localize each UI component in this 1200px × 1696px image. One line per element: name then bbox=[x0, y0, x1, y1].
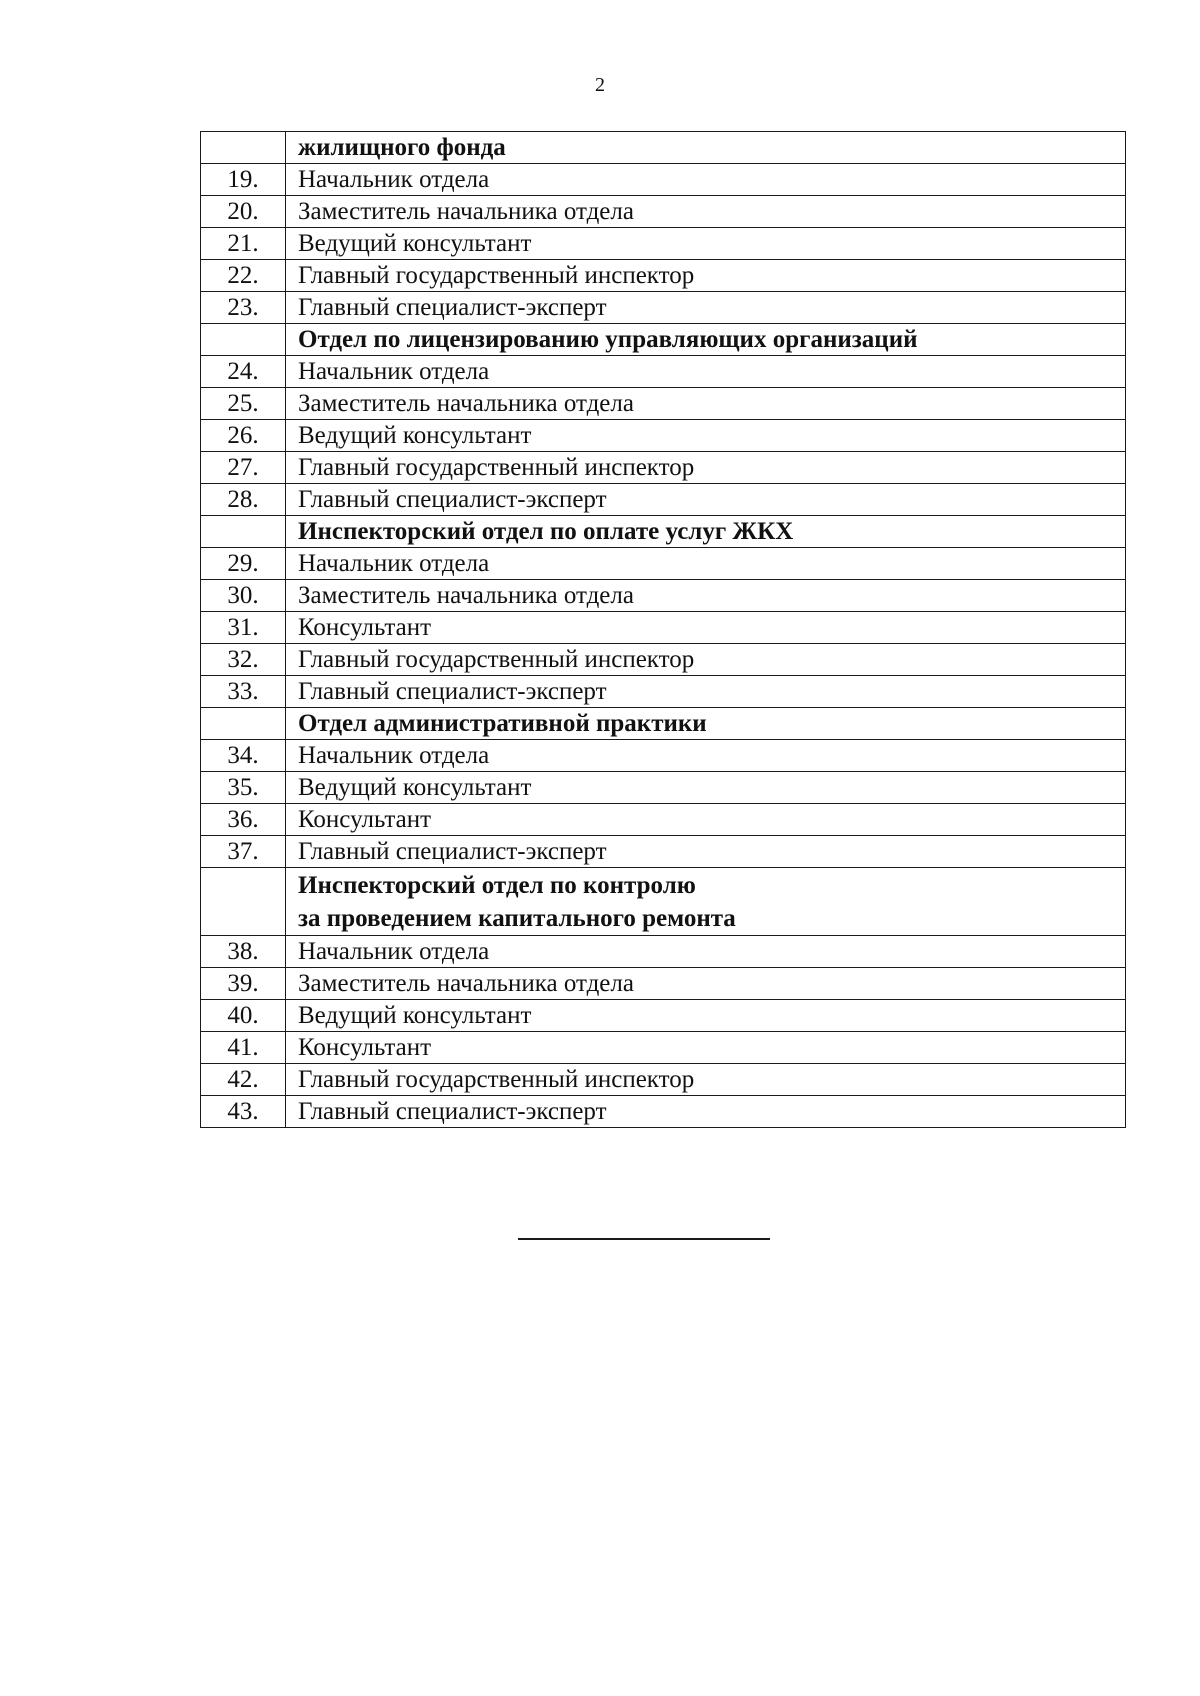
row-number-cell bbox=[201, 132, 286, 164]
position-row bbox=[201, 612, 1126, 644]
department-name-cell bbox=[286, 868, 1126, 936]
position-title-cell: Консультант bbox=[286, 1032, 1126, 1064]
row-number-cell: 25. bbox=[201, 388, 286, 420]
row-number-cell: 21. bbox=[201, 228, 286, 260]
department-header-row bbox=[201, 708, 1126, 740]
position-title-cell: Ведущий консультант bbox=[286, 772, 1126, 804]
position-title-cell: Консультант bbox=[286, 612, 1126, 644]
position-row bbox=[201, 548, 1126, 580]
row-number-cell: 29. bbox=[201, 548, 286, 580]
department-name-line-2: за проведением капитального ремонта bbox=[298, 905, 736, 932]
position-row bbox=[201, 452, 1126, 484]
department-header-row bbox=[201, 868, 1126, 936]
position-row bbox=[201, 1064, 1126, 1096]
row-number-cell bbox=[201, 324, 286, 356]
position-row bbox=[201, 1096, 1126, 1128]
position-row bbox=[201, 580, 1126, 612]
position-row bbox=[201, 1032, 1126, 1064]
row-number-cell: 28. bbox=[201, 484, 286, 516]
position-row bbox=[201, 804, 1126, 836]
department-header-row bbox=[201, 132, 1126, 164]
position-row bbox=[201, 356, 1126, 388]
position-title-cell: Главный государственный инспектор bbox=[286, 452, 1126, 484]
department-name-cell: жилищного фонда bbox=[286, 132, 1126, 164]
position-row bbox=[201, 936, 1126, 968]
position-title-cell: Начальник отдела bbox=[286, 164, 1126, 196]
row-number-cell: 41. bbox=[201, 1032, 286, 1064]
position-row bbox=[201, 740, 1126, 772]
position-title-cell: Ведущий консультант bbox=[286, 1000, 1126, 1032]
position-title-cell: Главный государственный инспектор bbox=[286, 644, 1126, 676]
department-name-cell: Отдел административной практики bbox=[286, 708, 1126, 740]
row-number-cell: 23. bbox=[201, 292, 286, 324]
position-row bbox=[201, 292, 1126, 324]
position-title-cell: Начальник отдела bbox=[286, 936, 1126, 968]
position-title-cell: Главный специалист-эксперт bbox=[286, 836, 1126, 868]
position-row bbox=[201, 968, 1126, 1000]
staff-positions-table bbox=[200, 131, 1126, 1128]
position-row bbox=[201, 164, 1126, 196]
row-number-cell: 22. bbox=[201, 260, 286, 292]
row-number-cell: 38. bbox=[201, 936, 286, 968]
position-title-cell: Начальник отдела bbox=[286, 356, 1126, 388]
position-title-cell: Консультант bbox=[286, 804, 1126, 836]
position-title-cell: Ведущий консультант bbox=[286, 420, 1126, 452]
row-number-cell: 35. bbox=[201, 772, 286, 804]
department-name-cell: Инспекторский отдел по оплате услуг ЖКХ bbox=[286, 516, 1126, 548]
row-number-cell: 26. bbox=[201, 420, 286, 452]
row-number-cell: 40. bbox=[201, 1000, 286, 1032]
position-row bbox=[201, 644, 1126, 676]
row-number-cell: 19. bbox=[201, 164, 286, 196]
position-title-cell: Заместитель начальника отдела bbox=[286, 968, 1126, 1000]
row-number-cell: 37. bbox=[201, 836, 286, 868]
position-title-cell: Главный специалист-эксперт bbox=[286, 676, 1126, 708]
row-number-cell: 24. bbox=[201, 356, 286, 388]
row-number-cell: 33. bbox=[201, 676, 286, 708]
position-title-cell: Главный государственный инспектор bbox=[286, 1064, 1126, 1096]
row-number-cell: 31. bbox=[201, 612, 286, 644]
position-row bbox=[201, 772, 1126, 804]
row-number-cell: 39. bbox=[201, 968, 286, 1000]
department-name-line-1: Инспекторский отдел по контролю bbox=[298, 872, 696, 899]
position-row bbox=[201, 420, 1126, 452]
page-number: 2 bbox=[595, 74, 605, 96]
position-row bbox=[201, 388, 1126, 420]
position-title-cell: Начальник отдела bbox=[286, 548, 1126, 580]
row-number-cell: 34. bbox=[201, 740, 286, 772]
row-number-cell: 30. bbox=[201, 580, 286, 612]
position-title-cell: Ведущий консультант bbox=[286, 228, 1126, 260]
row-number-cell: 20. bbox=[201, 196, 286, 228]
position-title-cell: Начальник отдела bbox=[286, 740, 1126, 772]
position-row bbox=[201, 1000, 1126, 1032]
row-number-cell bbox=[201, 868, 286, 936]
row-number-cell: 43. bbox=[201, 1096, 286, 1128]
department-name-cell: Отдел по лицензированию управляющих организаций bbox=[286, 324, 1126, 356]
position-row bbox=[201, 484, 1126, 516]
position-title-cell: Главный государственный инспектор bbox=[286, 260, 1126, 292]
position-title-cell: Заместитель начальника отдела bbox=[286, 196, 1126, 228]
table-body bbox=[201, 132, 1126, 1128]
position-title-cell: Заместитель начальника отдела bbox=[286, 580, 1126, 612]
row-number-cell bbox=[201, 708, 286, 740]
position-title-cell: Главный специалист-эксперт bbox=[286, 484, 1126, 516]
row-number-cell bbox=[201, 516, 286, 548]
row-number-cell: 36. bbox=[201, 804, 286, 836]
closing-divider-line bbox=[518, 1238, 770, 1240]
position-row bbox=[201, 196, 1126, 228]
department-header-row bbox=[201, 324, 1126, 356]
position-title-cell: Заместитель начальника отдела bbox=[286, 388, 1126, 420]
position-row bbox=[201, 836, 1126, 868]
row-number-cell: 32. bbox=[201, 644, 286, 676]
row-number-cell: 42. bbox=[201, 1064, 286, 1096]
row-number-cell: 27. bbox=[201, 452, 286, 484]
position-row bbox=[201, 228, 1126, 260]
position-row bbox=[201, 676, 1126, 708]
department-header-row bbox=[201, 516, 1126, 548]
position-title-cell: Главный специалист-эксперт bbox=[286, 292, 1126, 324]
position-title-cell: Главный специалист-эксперт bbox=[286, 1096, 1126, 1128]
position-row bbox=[201, 260, 1126, 292]
